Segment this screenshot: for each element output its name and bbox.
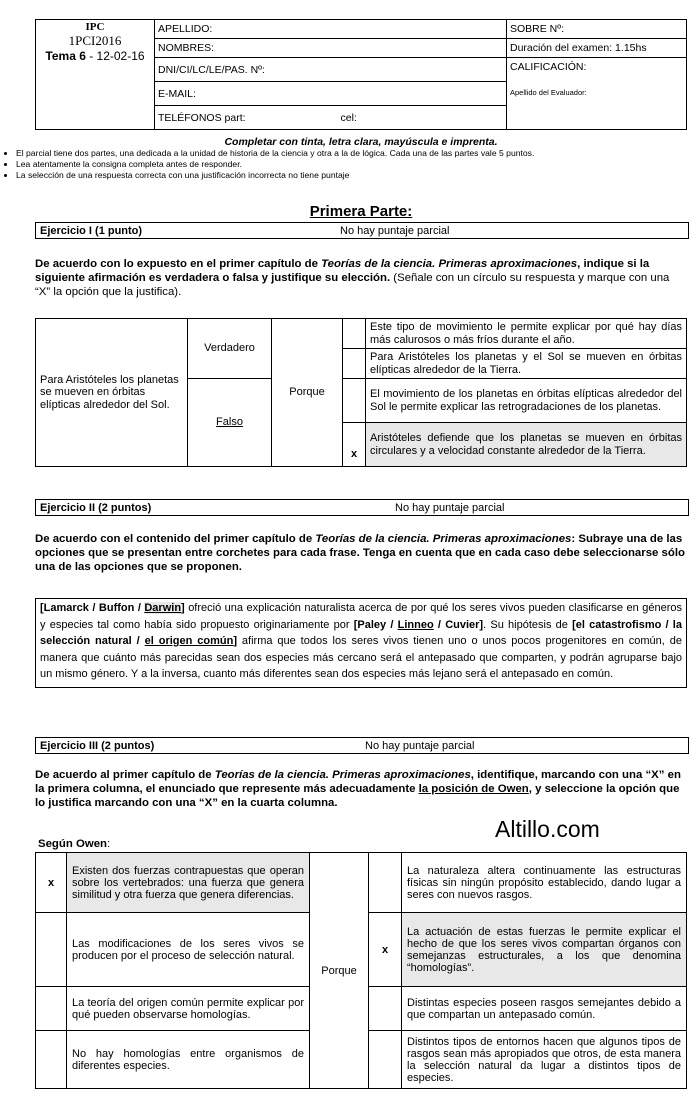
phone-label: TELÉFONOS part: <box>158 111 246 124</box>
ex2-text-1: ofreció una explicación naturalista acerca de por qué los seres vivos pueden clasificarse en géneros y especies tal como había sido propuesto originariamente por <box>40 602 682 631</box>
ex2-partial: No hay puntaje parcial <box>395 501 505 514</box>
ex3-left-3: No hay homologías entre organismos de diferentes especies. <box>67 1031 310 1089</box>
ex3-instructions <box>35 768 687 810</box>
ex1-option-2: El movimiento de los planetas en órbitas elípticas alrededor del Sol le permite explicar las retrogradaciones de los planetas. <box>366 379 687 423</box>
email-field[interactable]: E-MAIL: <box>155 82 507 106</box>
ex1-option-0: Este tipo de movimiento le permite explicar por qué hay días más calurosos o más fríos durante el año. <box>366 319 687 349</box>
phone-field[interactable] <box>155 106 507 130</box>
grade-box <box>507 58 687 130</box>
ex1-instr-b: , indique si la siguiente afirmación es verdadera o falsa y justifique su elección. <box>35 258 650 284</box>
choice-3-close: ] <box>233 635 237 647</box>
ex1-mark-3[interactable]: x <box>343 423 366 467</box>
ex1-label: Ejercicio I (1 punto) <box>40 224 143 237</box>
ex2-text-3: afirma que todos los seres vivos tienen uno o unos pocos progenitores en común, de manera que cuánto más parecidas sean dos especies más cercano será el antepasado que comparten, y podrán agruparse bajo un mismo género. Y a la inversa, cuanto más diferentes sean dos especies más lejano será el antepasado en común. <box>40 635 682 680</box>
ex1-partial: No hay puntaje parcial <box>340 224 450 237</box>
ex3-right-mark-2[interactable] <box>369 987 402 1031</box>
choice-3-selected[interactable]: el origen común <box>144 635 234 647</box>
false-option[interactable] <box>188 379 272 467</box>
ex1-mark-1[interactable] <box>343 349 366 379</box>
choice-2-open: [Paley / <box>353 618 398 631</box>
ex3-left-1: Las modificaciones de los seres vivos se producen por el proceso de selección natural. <box>67 913 310 987</box>
grade-label: CALIFICACIÓN: <box>510 61 587 73</box>
header-table <box>35 19 687 130</box>
ex3-right-mark-3[interactable] <box>369 1031 402 1089</box>
course-info <box>36 20 155 130</box>
ex2-instr-a: De acuerdo con el contenido del primer capítulo de <box>35 533 316 545</box>
note-item: • El parcial tiene dos partes, una dedicada a la unidad de historia de la ciencia y otra a la de lógica. Cada una de las partes vale 5 puntos. <box>16 148 700 159</box>
choice-1-close: ] <box>181 602 185 614</box>
true-option[interactable]: Verdadero <box>188 319 272 379</box>
ex3-partial: No hay puntaje parcial <box>365 739 475 752</box>
date-label: - 12-02-16 <box>85 49 145 63</box>
ex2-header <box>35 499 689 516</box>
sobre-field[interactable]: SOBRE Nº: <box>507 20 687 39</box>
segun-owen <box>38 838 110 850</box>
note-item: • La selección de una respuesta correcta con una justificación incorrecta no tiene puntaje <box>16 170 700 181</box>
topic-label: Tema 6 <box>45 49 86 63</box>
note-item: • Lea atentamente la consigna completa antes de responder. <box>16 159 700 170</box>
ex1-instr-a: De acuerdo con lo expuesto en el primer capítulo de <box>35 258 322 270</box>
ex1-option-3: Aristóteles defiende que los planetas se mueven en órbitas circulares y a velocidad constante alrededor de la Tierra. <box>366 423 687 467</box>
ex3-left-mark-0[interactable]: x <box>36 853 67 913</box>
apellido-field[interactable]: APELLIDO: <box>155 20 507 39</box>
cel-label: cel: <box>340 111 357 124</box>
course-code: 1PCI2016 <box>68 33 122 48</box>
false-label: Falso <box>216 416 243 429</box>
ex1-book: Teorías de la ciencia. Primeras aproximaciones <box>321 258 578 270</box>
ex1-header <box>35 222 689 239</box>
ex3-label: Ejercicio III (2 puntos) <box>40 739 155 752</box>
nombres-field[interactable]: NOMBRES: <box>155 39 507 58</box>
segun-colon: : <box>106 838 111 850</box>
choice-2-selected[interactable]: Linneo <box>397 618 434 631</box>
choice-2-close: / Cuvier] <box>433 618 484 631</box>
dni-field[interactable]: DNI/CI/LC/LE/PAS. Nº: <box>155 58 507 82</box>
duration-label: Duración del examen: 1.15hs <box>507 39 687 58</box>
ex2-text-2: . Su hipótesis de <box>483 618 573 631</box>
ex3-right-mark-1[interactable]: x <box>369 913 402 987</box>
ex1-mark-2[interactable] <box>343 379 366 423</box>
ex3-right-1: La actuación de estas fuerzas le permite explicar el hecho de que los seres vivos compartan órganos con semejanzas estructurales, a los que denomina “homologías”. <box>402 913 687 987</box>
ex1-porque: Porque <box>272 319 343 467</box>
ex3-right-3: Distintos tipos de entornos hacen que algunos tipos de rasgos sean más apropiados que otros, de esta manera la selección natural da lugar a distintos tipos de especies. <box>402 1031 687 1089</box>
ex2-label: Ejercicio II (2 puntos) <box>40 501 152 514</box>
part-title: Primera Parte: <box>309 203 413 220</box>
ex3-right-mark-0[interactable] <box>369 853 402 913</box>
notes-list <box>0 148 700 181</box>
segun-label: Según Owen <box>38 838 107 850</box>
ex3-book: Teorías de la ciencia. Primeras aproximaciones <box>214 769 471 781</box>
ipc-label: IPC <box>85 21 105 33</box>
ex3-instr-c: , y seleccione la opción que lo justifica marcando con una “X” en la cuarta columna. <box>35 783 680 809</box>
ex3-left-mark-2[interactable] <box>36 987 67 1031</box>
ex3-right-0: La naturaleza altera continuamente las estructuras físicas sin ningún propósito establecido, dando lugar a seres con nuevos rasgos. <box>402 853 687 913</box>
ex3-right-2: Distintas especies poseen rasgos semejantes debido a que compartan un antepasado común. <box>402 987 687 1031</box>
ex2-instr-b: : Subraye una de las opciones que se presentan entre corchetes para cada frase. Tenga en cuenta que en cada caso debe seleccionarse sólo una de las opciones que se proponen. <box>35 533 685 573</box>
ex1-option-1: Para Aristóteles los planetas y el Sol se mueven en órbitas elípticas alrededor de la Tierra. <box>366 349 687 379</box>
ex3-left-0: Existen dos fuerzas contrapuestas que operan sobre los vertebrados: una fuerza que genera similitud y otra fuerza que genera diferencias. <box>67 853 310 913</box>
ex3-instr-underlined: la posición de Owen <box>418 783 529 795</box>
ex2-text-box <box>35 598 687 688</box>
choice-1-selected[interactable]: Darwin <box>144 602 182 614</box>
ex3-instr-b: , identifique, marcando con una “X” en la primera columna, el enunciado que represente más adecuadamente <box>35 769 681 795</box>
ex3-left-mark-1[interactable] <box>36 913 67 987</box>
ex2-instructions <box>35 532 687 574</box>
ex3-left-2: La teoría del origen común permite explicar por qué pueden observarse homologías. <box>67 987 310 1031</box>
ex3-porque: Porque <box>310 853 369 1089</box>
ex3-left-mark-3[interactable] <box>36 1031 67 1089</box>
ex3-header <box>35 737 689 754</box>
choice-3-open: [el catastrofismo / la selección natural / <box>40 618 682 647</box>
watermark: Altillo.com <box>495 816 600 842</box>
ex2-book: Teorías de la ciencia. Primeras aproximaciones <box>315 533 572 545</box>
notes-title: Completar con tinta, letra clara, mayúscula e imprenta. <box>224 136 498 148</box>
choice-1-open: [Lamarck / Buffon / <box>40 602 145 614</box>
ex3-table <box>35 852 687 1089</box>
topic-date <box>39 49 151 63</box>
ex1-instructions <box>35 257 687 299</box>
ex1-table <box>35 318 687 467</box>
ex1-instr-c: (Señale con un círculo su respuesta y marque con una “X” la opción que la justifica). <box>35 272 670 298</box>
ex1-mark-0[interactable] <box>343 319 366 349</box>
evaluator-label: Apellido del Evaluador: <box>510 88 587 97</box>
ex3-instr-a: De acuerdo al primer capítulo de <box>35 769 215 781</box>
ex1-statement: Para Aristóteles los planetas se mueven en órbitas elípticas alrededor del Sol. <box>36 319 188 467</box>
